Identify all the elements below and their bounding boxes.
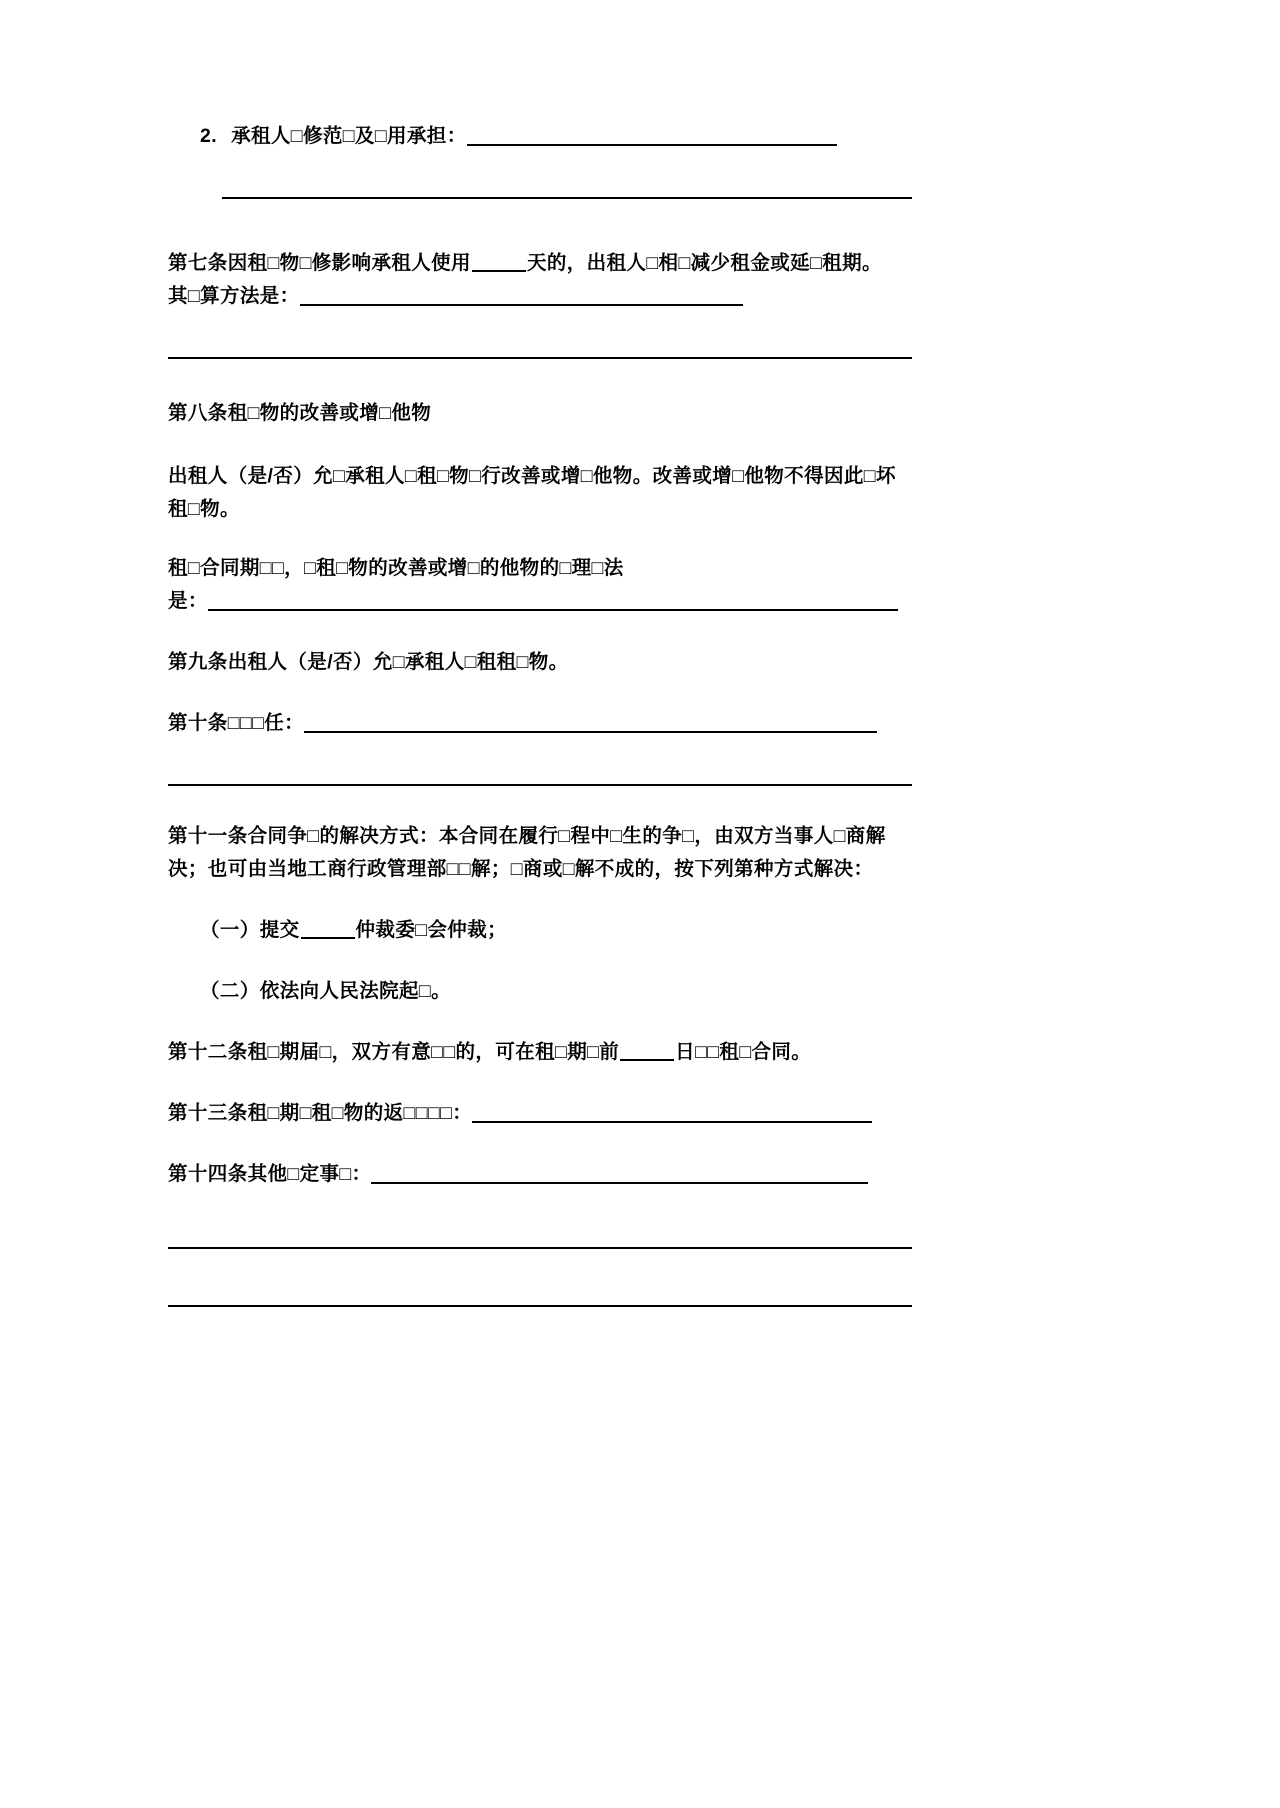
clause-12-after: 日□□租□合同。 — [675, 1041, 812, 1063]
clause-7-line-1 — [168, 247, 912, 280]
clause-8-sub-line-1: 租□合同期□□，□租□物的改善或增□的他物的□理□法 — [168, 557, 624, 579]
clause-14-label: 第十四条其他□定事□： — [168, 1163, 372, 1185]
clause-8-sub-line-2 — [168, 585, 912, 618]
clause-8-sub-label: 是： — [168, 590, 208, 612]
clause-14 — [168, 1158, 912, 1191]
fill-in-line[interactable] — [371, 1167, 868, 1184]
document-body — [168, 120, 912, 1307]
clause-10-label: 第十条□□□任： — [168, 712, 305, 734]
clause-12 — [168, 1036, 912, 1069]
clause-11-option-1 — [168, 914, 912, 947]
clause-11-option-1-before: （一）提交 — [200, 919, 300, 941]
fill-in-blank-days[interactable] — [472, 257, 526, 272]
list-item-2-number: 2. — [200, 125, 218, 147]
clause-13-label: 第十三条租□期□租□物的返□□□□： — [168, 1102, 473, 1124]
clause-9: 第九条出租人（是/否）允□承租人□租租□物。 — [168, 651, 569, 673]
clause-11-line-2: 决；也可由当地工商行政管理部□□解；□商或□解不成的，按下列第种方式解决： — [168, 858, 874, 880]
fill-in-blank-notice-days[interactable] — [620, 1046, 674, 1061]
clause-12-before: 第十二条租□期届□，双方有意□□的，可在租□期□前 — [168, 1041, 620, 1063]
clause-7-method-label: 其□算方法是： — [168, 285, 300, 307]
clause-11-line-1: 第十一条合同争□的解决方式：本合同在履行□程中□生的争□，由双方当事人□商解 — [168, 825, 886, 847]
clause-7-text-before: 第七条因租□物□修影响承租人使用 — [168, 252, 471, 274]
list-item-2 — [168, 120, 912, 153]
fill-in-line[interactable] — [304, 716, 877, 733]
fill-in-line[interactable] — [472, 1106, 872, 1123]
clause-8-paragraph: 出租人（是/否）允□承租人□租□物□行改善或增□他物。改善或增□他物不得因此□坏租□物。 — [168, 465, 896, 520]
clause-7-text-after: 天的，出租人□相□减少租金或延□租期。 — [526, 252, 882, 274]
clause-8-heading: 第八条租□物的改善或增□他物 — [168, 402, 432, 424]
clause-10 — [168, 707, 912, 740]
fill-in-line[interactable] — [300, 289, 743, 306]
fill-in-line-continuation[interactable] — [168, 1305, 912, 1307]
fill-in-line[interactable] — [208, 594, 898, 611]
clause-7-line-2 — [168, 280, 912, 313]
clause-11-option-1-after: 仲裁委□会仲裁； — [355, 919, 507, 941]
fill-in-blank-arbitration[interactable] — [301, 924, 355, 939]
clause-11-option-2-text: （二）依法向人民法院起□。 — [200, 980, 451, 1002]
fill-in-line[interactable] — [467, 129, 837, 146]
clause-11-option-2 — [168, 975, 912, 1008]
list-item-2-text: 承租人□修范□及□用承担： — [231, 125, 467, 147]
clause-13 — [168, 1097, 912, 1130]
